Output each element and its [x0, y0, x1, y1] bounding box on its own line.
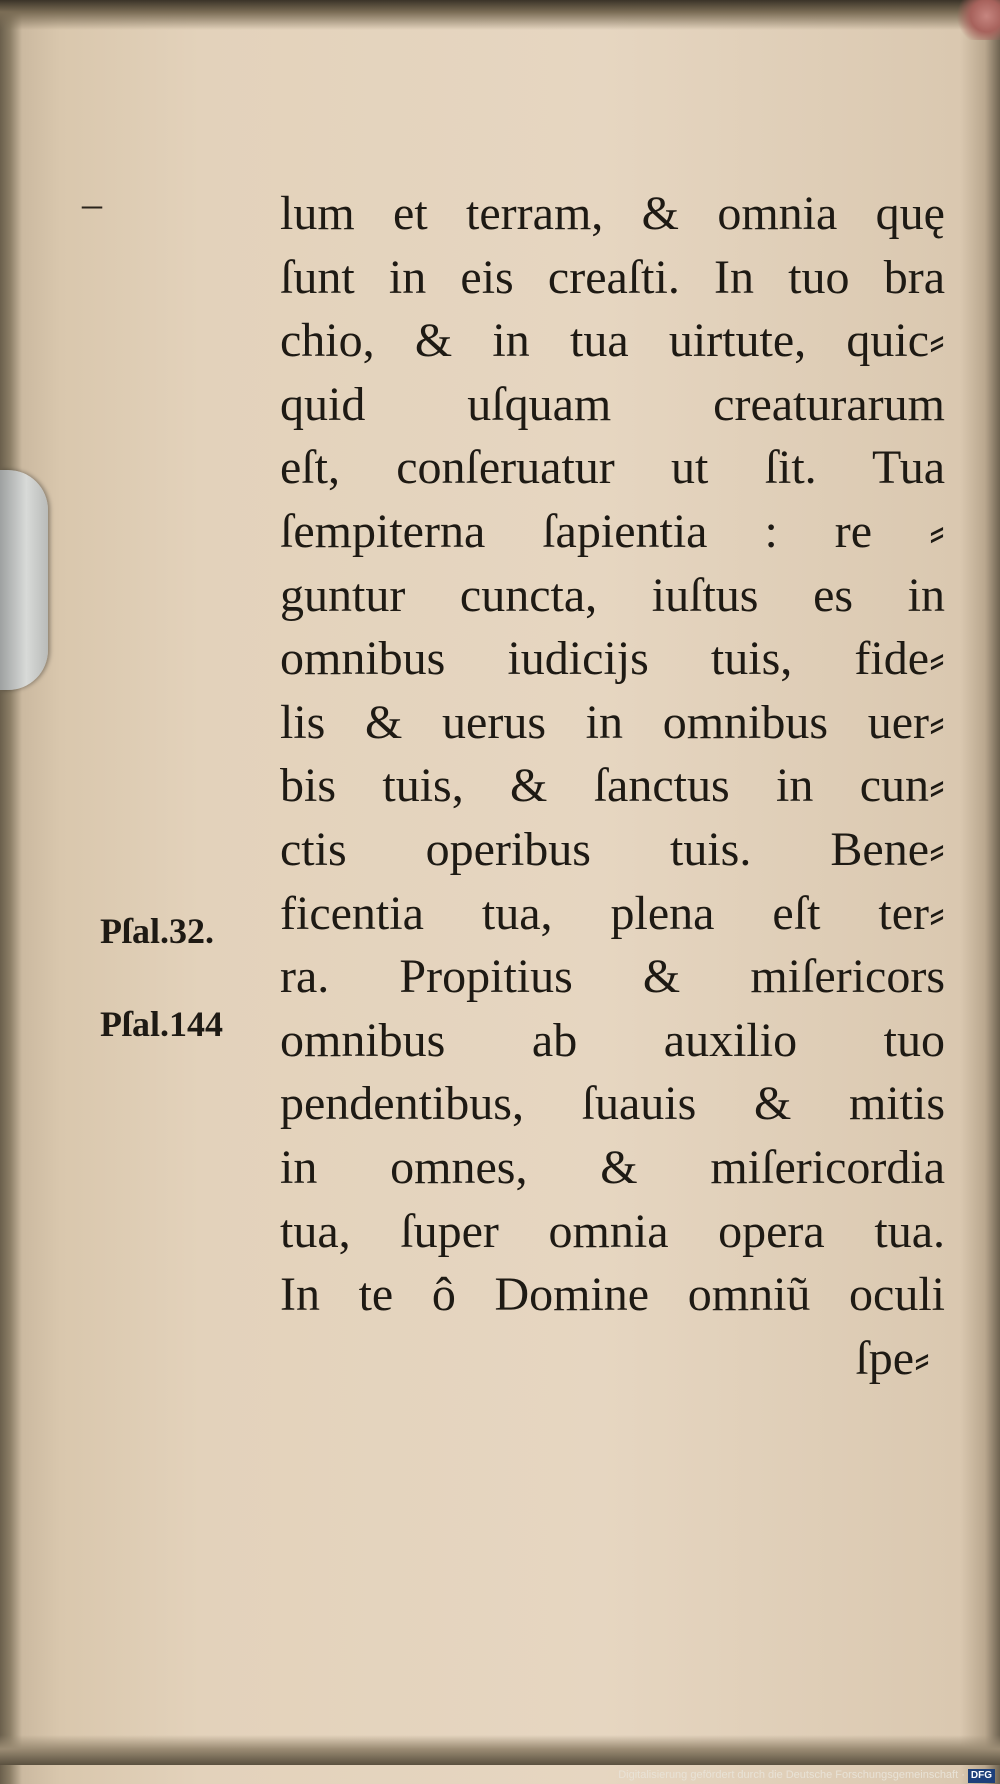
- text-line-4: quid uſquam creaturarum: [280, 377, 945, 431]
- digitization-credit: [600, 1766, 995, 1784]
- text-line-18: In te ô Domine omniũ oculi: [280, 1268, 945, 1322]
- text-line-2: ſunt in eis creaſti. In tuo bra: [280, 250, 945, 304]
- text-line-8: omnibus iudicijs tuis, fide⸗: [280, 632, 945, 686]
- page-bottom-edge: [0, 1735, 1000, 1765]
- text-line-10: bis tuis, & ſanctus in cun⸗: [280, 759, 945, 813]
- text-line-5: eſt, conſeruatur ut ſit. Tua: [280, 441, 945, 495]
- dfg-logo: DFG: [968, 1769, 995, 1783]
- text-line-15: pendentibus, ſuauis & mitis: [280, 1077, 945, 1131]
- marginal-note-psalm-32: Pſal.32.: [100, 911, 214, 951]
- book-clasp: [0, 470, 48, 690]
- text-line-17: tua, ſuper omnia opera tua.: [280, 1204, 945, 1258]
- corner-thumb: [955, 0, 1000, 40]
- text-line-6: ſempiterna ſapientia : re ⸗: [280, 504, 945, 558]
- text-line-7: guntur cuncta, iuſtus es in: [280, 568, 945, 622]
- text-line-11: ctis operibus tuis. Bene⸗: [280, 822, 945, 876]
- catchword: ſpe⸗: [855, 1331, 930, 1385]
- text-line-1: lum et terram, & omnia quę: [280, 187, 945, 240]
- credit-text: Digitalisierung gefördert durch die Deutsche Forschungsgemeinschaft ·: [618, 1769, 965, 1781]
- text-line-3: chio, & in tua uirtute, quic⸗: [280, 314, 945, 368]
- text-line-13: ra. Propitius & miſericors: [280, 950, 945, 1004]
- leading-mark: –: [82, 181, 102, 226]
- text-line-16: in omnes, & miſericordia: [280, 1140, 945, 1194]
- page-top-edge: [0, 0, 1000, 30]
- text-line-14: omnibus ab auxilio tuo: [280, 1013, 945, 1067]
- text-line-12: ficentia tua, plena eſt ter⸗: [280, 886, 945, 940]
- text-line-9: lis & uerus in omnibus uer⸗: [280, 695, 945, 749]
- marginal-note-psalm-144: Pſal.144: [100, 1004, 223, 1044]
- body-text: [280, 182, 945, 1390]
